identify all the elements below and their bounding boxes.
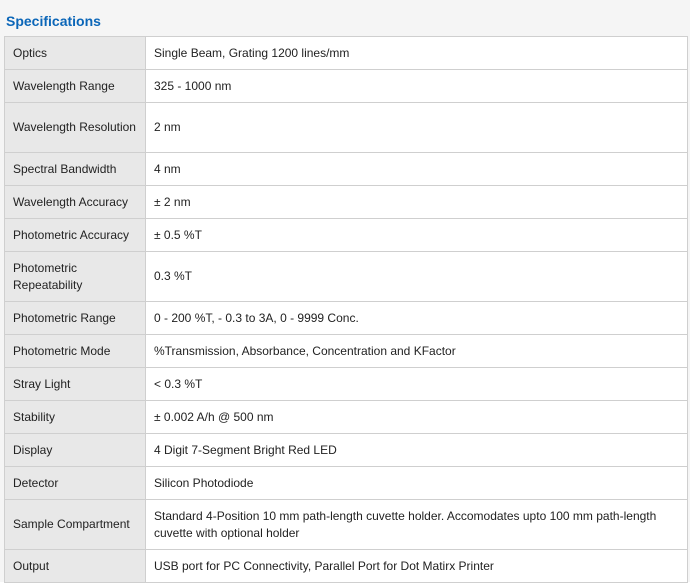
spec-label: Sample Compartment xyxy=(5,500,146,550)
spec-label: Stability xyxy=(5,401,146,434)
spec-value: 0.3 %T xyxy=(146,252,688,302)
spec-value: ± 0.5 %T xyxy=(146,219,688,252)
spec-label: Detector xyxy=(5,467,146,500)
spec-value: Single Beam, Grating 1200 lines/mm xyxy=(146,37,688,70)
table-row xyxy=(5,434,688,467)
spec-value: 4 Digit 7-Segment Bright Red LED xyxy=(146,434,688,467)
spec-value: 0 - 200 %T, - 0.3 to 3A, 0 - 9999 Conc. xyxy=(146,302,688,335)
spec-label: Photometric Accuracy xyxy=(5,219,146,252)
spec-value: Silicon Photodiode xyxy=(146,467,688,500)
spec-value: 325 - 1000 nm xyxy=(146,70,688,103)
table-row xyxy=(5,70,688,103)
spec-value: %Transmission, Absorbance, Concentration and KFactor xyxy=(146,335,688,368)
specifications-table xyxy=(4,36,688,583)
spec-label: Spectral Bandwidth xyxy=(5,153,146,186)
spec-label: Photometric Repeatability xyxy=(5,252,146,302)
spec-label: Optics xyxy=(5,37,146,70)
spec-value: Standard 4-Position 10 mm path-length cuvette holder. Accomodates upto 100 mm path-length cuvette with optional holder xyxy=(146,500,688,550)
table-row xyxy=(5,401,688,434)
spec-label: Wavelength Resolution xyxy=(5,103,146,153)
spec-value: 4 nm xyxy=(146,153,688,186)
spec-label: Wavelength Accuracy xyxy=(5,186,146,219)
section-heading: Specifications xyxy=(6,13,101,29)
table-row xyxy=(5,335,688,368)
spec-value: ± 0.002 A/h @ 500 nm xyxy=(146,401,688,434)
table-row xyxy=(5,550,688,583)
table-row xyxy=(5,37,688,70)
spec-label: Stray Light xyxy=(5,368,146,401)
table-row xyxy=(5,186,688,219)
spec-label: Photometric Mode xyxy=(5,335,146,368)
table-row xyxy=(5,500,688,550)
table-row xyxy=(5,252,688,302)
table-row xyxy=(5,467,688,500)
spec-label: Photometric Range xyxy=(5,302,146,335)
table-row xyxy=(5,219,688,252)
table-row xyxy=(5,103,688,153)
spec-value: ± 2 nm xyxy=(146,186,688,219)
spec-value: < 0.3 %T xyxy=(146,368,688,401)
spec-label: Wavelength Range xyxy=(5,70,146,103)
spec-value: USB port for PC Connectivity, Parallel Port for Dot Matirx Printer xyxy=(146,550,688,583)
spec-label: Output xyxy=(5,550,146,583)
table-row xyxy=(5,153,688,186)
table-row xyxy=(5,368,688,401)
spec-label: Display xyxy=(5,434,146,467)
table-row xyxy=(5,302,688,335)
spec-value: 2 nm xyxy=(146,103,688,153)
